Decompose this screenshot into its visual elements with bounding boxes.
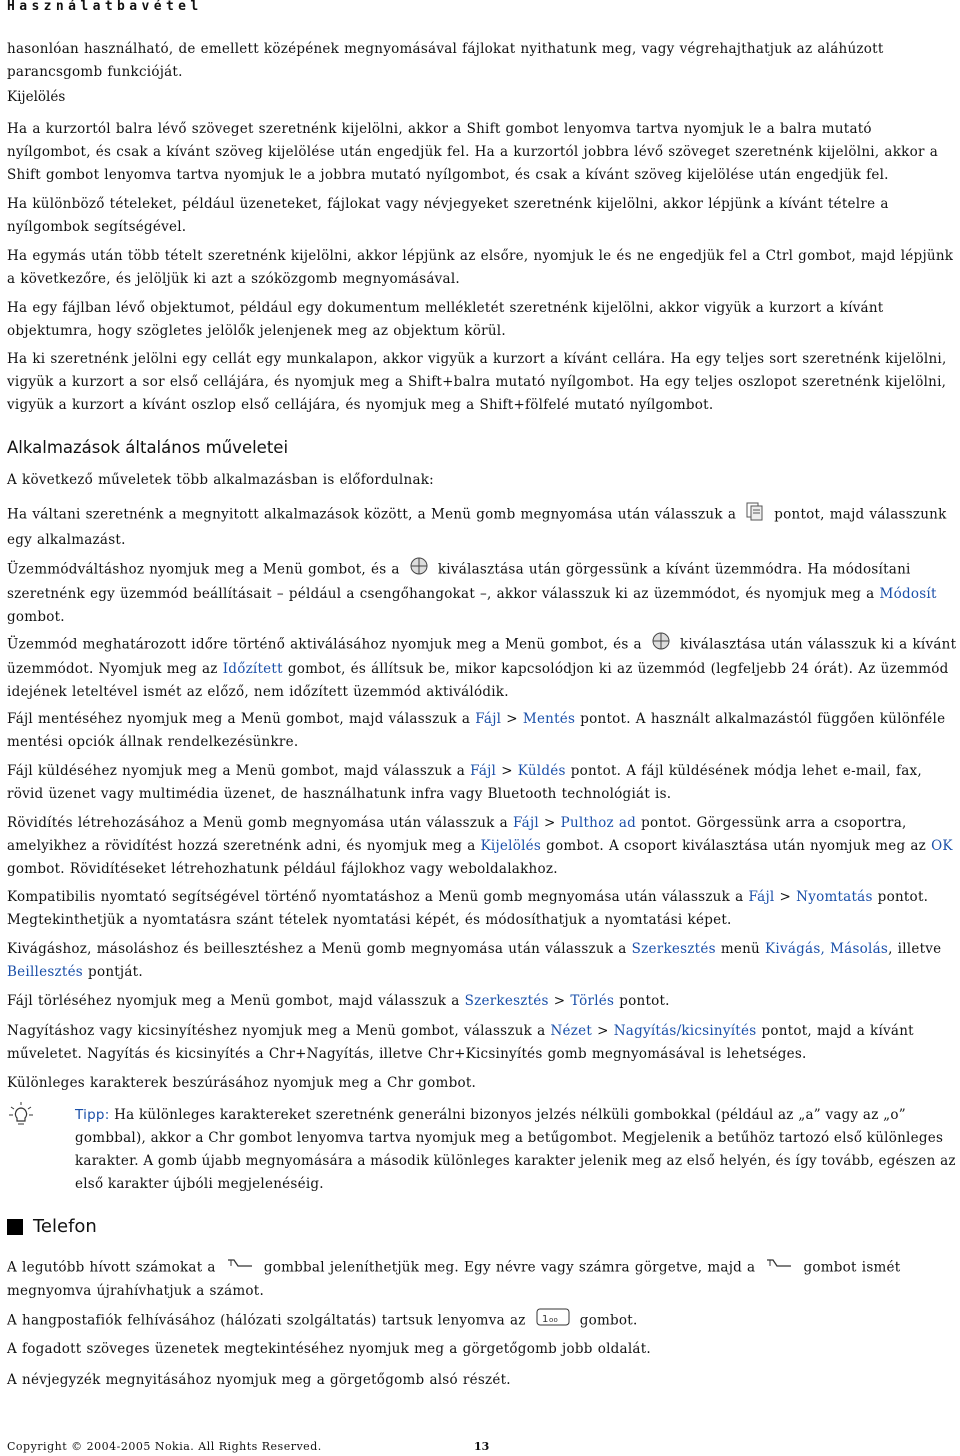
phone-paragraph-2: A hangpostafiók felhívásához (hálózati szolgáltatás) tartsuk lenyomva az 1 oo gombot.: [7, 1308, 957, 1334]
zoom-menu-link[interactable]: Nagyítás/kicsinyítés: [613, 1023, 757, 1039]
phone-paragraph-1: A legutóbb hívott számokat a gombbal jeleníthetjük meg. Egy névre vagy számra görgetve, majd a gombot ismét megnyomva újrahívhatjuk a számot.: [7, 1256, 957, 1303]
comma-separator: ,: [888, 941, 893, 957]
apps-paragraph-11: Nagyításhoz vagy kicsinyítéshez nyomjuk meg a Menü gombot, válasszuk a Nézet > Nagyítás/kicsinyítés pontot, majd a kívánt műveletet. Nagyítás és kicsinyítés a Chr+Nagyítás, illetve Chr+Kicsinyítés gomb megnyomásával is lehetséges.: [7, 1023, 914, 1062]
selection-paragraph-3: Ha egymás után több tételt szeretnénk kijelölni, akkor lépjünk az elsőre, nyomjuk le és ne engedjük fel a Ctrl gombot, majd lépjünk a következőre, és jelöljük ki azt a szóközgomb megnyomásával.: [7, 248, 954, 287]
apps-paragraph-3: Üzemmódváltáshoz nyomjuk meg a Menü gombot, és a kiválasztása után görgessünk a kívánt üzemmódra. Ha módosítani szeretnénk egy üzemmód beállításait – például a csengőhangokat –, akkor válasszuk ki az üzemmódot, és nyomjuk meg a Módosít gombot.: [7, 557, 957, 629]
tip-paragraph: Tipp: Ha különleges karaktereket szeretnénk generálni bizonyos jelzés nélküli gombokkal (például az „a” vagy az „o” gombbal), akkor a Chr gombot lenyomva tartva nyomjuk meg a betűgombot. Megjelenik a betűhöz tartozó első különleges karakter. A gomb újabb megnyomására a második különleges karakter jelenik meg az első helyén, és így tovább, egészen az első karakter újbóli megjelenéséig.: [75, 1107, 956, 1192]
app-switch-icon: [746, 501, 764, 529]
ok-button-link[interactable]: OK: [931, 838, 953, 854]
running-header: Használatbavétel: [7, 0, 203, 14]
profiles-icon: [652, 632, 670, 658]
apps-paragraph-5: Fájl mentéséhez nyomjuk meg a Menü gombot, majd válasszuk a Fájl > Mentés pontot. A használt alkalmazástól függően különféle mentési opciók állnak rendelkezésünkre.: [7, 711, 946, 750]
paste-menu-link[interactable]: Beillesztés: [7, 964, 83, 980]
save-menu-link[interactable]: Mentés: [522, 711, 576, 727]
selection-paragraph-5: Ha ki szeretnénk jelölni egy cellát egy munkalapon, akkor vigyük a kurzort a kívánt cellára. Ha egy teljes sort szeretnénk kijelölni, vigyük a kurzort a sor első cellájára, és nyomjuk meg a Shift+balra mutató nyílgombot. Ha egy teljes oszlopot szeretnénk kijelölni, vigyük a kurzort a kívánt oszlop első cellájára, és nyomjuk meg a Shift+fölfelé mutató nyílgombot.: [7, 351, 947, 413]
phone-paragraph-4: A névjegyzék megnyitásához nyomjuk meg a görgetőgomb alsó részét.: [7, 1372, 511, 1388]
voicemail-key-icon: [536, 1308, 570, 1334]
selection-paragraph-2: Ha különböző tételeket, például üzeneteket, fájlokat vagy névjegyeket szeretnénk kijelölni, akkor lépjünk a kívánt tételre a nyílgombok segítségével.: [7, 196, 889, 235]
apps-paragraph-6: Fájl küldéséhez nyomjuk meg a Menü gombot, majd válasszuk a Fájl > Küldés pontot. A fájl küldésének módja lehet e-mail, fax, rövid üzenet vagy multimédia üzenet, de használhatunk infra vagy Bluetooth technológiát is.: [7, 763, 922, 802]
print-menu-link[interactable]: Nyomtatás: [796, 889, 873, 905]
apps-paragraph-2: Ha váltani szeretnénk a megnyitott alkalmazások között, a Menü gomb megnyomása után válasszuk a pontot, majd válasszunk egy alkalmazást.: [7, 501, 957, 552]
modify-link[interactable]: Módosít: [879, 586, 937, 602]
file-menu-link[interactable]: Fájl: [748, 889, 775, 905]
edit-menu-link[interactable]: Szerkesztés: [464, 993, 549, 1009]
phone-paragraph-3: A fogadott szöveges üzenetek megtekintéséhez nyomjuk meg a görgetőgomb jobb oldalát.: [7, 1341, 651, 1357]
menu-separator: >: [779, 889, 792, 905]
apps-paragraph-8: Kompatibilis nyomtató segítségével történő nyomtatáshoz a Menü gomb megnyomása után válasszuk a Fájl > Nyomtatás pontot. Megtekinthetjük a nyomtatásra szánt tételek nyomtatási képét, és módosíthatjuk a nyomtatási képet.: [7, 889, 929, 928]
copy-menu-link[interactable]: Másolás: [830, 941, 889, 957]
cut-menu-link[interactable]: Kivágás: [765, 941, 821, 957]
copyright-footer: Copyright © 2004-2005 Nokia. All Rights Reserved.: [7, 1440, 322, 1453]
menu-separator: >: [597, 1023, 609, 1039]
comma-separator: ,: [820, 941, 826, 957]
section-title-apps: Alkalmazások általános műveletei: [7, 438, 289, 457]
file-menu-link[interactable]: Fájl: [475, 711, 502, 727]
add-to-desk-link[interactable]: Pulthoz ad: [560, 815, 637, 831]
apps-paragraph-1: A következő műveletek több alkalmazásban is előfordulnak:: [7, 472, 434, 488]
selection-paragraph-1: Ha a kurzortól balra lévő szöveget szeretnénk kijelölni, akkor a Shift gombot lenyomva tartva nyomjuk le a balra mutató nyílgombot, és csak a kívánt szöveg kijelölése után engedjük fel. Ha a kurzortól jobbra lévő szöveget szeretnénk kijelölni, akkor a Shift gombot lenyomva tartva nyomjuk le a jobbra mutató nyílgombot, és csak a kívánt szöveg kijelölése után engedjük fel.: [7, 121, 939, 183]
call-key-icon: [765, 1256, 793, 1280]
section-title-selection: Kijelölés: [7, 89, 66, 105]
menu-separator: >: [553, 993, 566, 1009]
menu-separator: >: [501, 763, 513, 779]
section-title-phone: Telefon: [7, 1216, 97, 1237]
edit-menu-link[interactable]: Szerkesztés: [631, 941, 716, 957]
file-menu-link[interactable]: Fájl: [512, 815, 539, 831]
select-button-link[interactable]: Kijelölés: [480, 838, 542, 854]
selection-paragraph-4: Ha egy fájlban lévő objektumot, például egy dokumentum mellékletét szeretnénk kijelölni, akkor vigyük a kurzort a kívánt objektumra, hogy szögletes jelölők jelenjenek meg az objektum körül.: [7, 300, 884, 339]
key-number-label: 1: [541, 1314, 549, 1325]
key-voicemail-label: oo: [548, 1316, 558, 1324]
apps-paragraph-7: Rövidítés létrehozásához a Menü gomb megnyomása után válasszuk a Fájl > Pulthoz ad pontot. Görgessünk arra a csoportra, amelyikhez a rövidítést hozzá szeretnénk adni, és nyomjuk meg a Kijelölés gombot. A csoport kiválasztása után nyomjuk meg az OK gombot. Rövidítéseket létrehozhatunk például fájlokhoz vagy weboldalakhoz.: [7, 815, 953, 877]
tip-label: Tipp:: [75, 1107, 110, 1123]
menu-separator: >: [544, 815, 556, 831]
page-number: 13: [474, 1440, 490, 1453]
apps-paragraph-4: Üzemmód meghatározott időre történő aktiválásához nyomjuk meg a Menü gombot, és a kiválasztása után válasszuk ki a kívánt üzemmódot. Nyomjuk meg az Időzített gombot, és állítsuk be, mikor kapcsolódjon ki az üzemmód (legfeljebb 24 órát). Az üzemmód idejének leteltével ismét az előző, nem időzített üzemmód aktiválódik.: [7, 632, 957, 704]
delete-menu-link[interactable]: Törlés: [570, 993, 615, 1009]
lightbulb-icon: [6, 1100, 36, 1134]
call-key-icon: [226, 1256, 254, 1280]
timed-link[interactable]: Időzített: [222, 661, 283, 677]
view-menu-link[interactable]: Nézet: [550, 1023, 593, 1039]
apps-paragraph-10: Fájl törléséhez nyomjuk meg a Menü gombot, majd válasszuk a Szerkesztés > Törlés pontot.: [7, 993, 670, 1009]
menu-separator: >: [506, 711, 518, 727]
intro-paragraph: hasonlóan használható, de emellett középének megnyomásával fájlokat nyithatunk meg, vagy végrehajthatjuk az aláhúzott parancsgomb funkcióját.: [7, 41, 884, 80]
section-bullet-icon: [7, 1219, 23, 1235]
apps-paragraph-9: Kivágáshoz, másoláshoz és beillesztéshez a Menü gomb megnyomása után válasszuk a Szerkesztés menü Kivágás, Másolás, illetve Beillesztés pontját.: [7, 941, 942, 980]
profiles-icon: [410, 557, 428, 583]
apps-paragraph-12: Különleges karakterek beszúrásához nyomjuk meg a Chr gombot.: [7, 1075, 477, 1091]
send-menu-link[interactable]: Küldés: [517, 763, 566, 779]
file-menu-link[interactable]: Fájl: [470, 763, 497, 779]
